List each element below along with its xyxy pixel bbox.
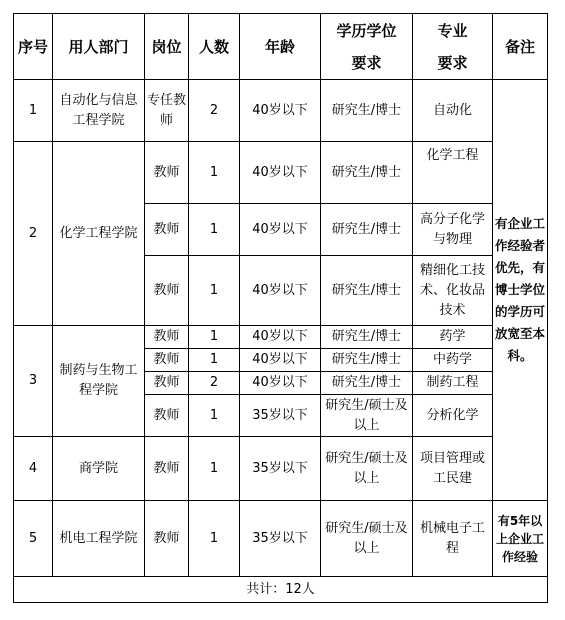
cell-post: 教师 <box>145 142 189 204</box>
cell-post: 教师 <box>145 349 189 372</box>
cell-degree: 研究生/硕士及以上 <box>321 501 413 577</box>
header-degree-top: 学历学位 <box>336 21 397 40</box>
cell-count: 1 <box>189 326 240 349</box>
cell-count: 1 <box>189 204 240 256</box>
header-dept: 用人部门 <box>53 14 145 80</box>
header-post: 岗位 <box>145 14 189 80</box>
cell-age: 40岁以下 <box>240 80 321 142</box>
cell-major: 制药工程 <box>413 372 493 395</box>
total-count: 共计：12人 <box>14 577 548 603</box>
cell-degree: 研究生/博士 <box>321 349 413 372</box>
table-row <box>14 80 548 142</box>
cell-count: 1 <box>189 437 240 501</box>
cell-post: 教师 <box>145 256 189 326</box>
cell-seq: 3 <box>14 326 53 437</box>
cell-seq: 4 <box>14 437 53 501</box>
cell-degree: 研究生/博士 <box>321 372 413 395</box>
cell-count: 1 <box>189 256 240 326</box>
cell-major: 机械电子工程 <box>413 501 493 577</box>
cell-post: 教师 <box>145 326 189 349</box>
cell-major: 药学 <box>413 326 493 349</box>
cell-count: 1 <box>189 349 240 372</box>
header-age: 年龄 <box>240 14 321 80</box>
header-major-bottom: 要求 <box>437 53 468 72</box>
cell-post: 教师 <box>145 437 189 501</box>
cell-post: 教师 <box>145 501 189 577</box>
cell-degree: 研究生/博士 <box>321 80 413 142</box>
header-count: 人数 <box>189 14 240 80</box>
table-row <box>14 437 548 501</box>
cell-age: 35岁以下 <box>240 437 321 501</box>
table-row <box>14 142 548 204</box>
cell-post: 教师 <box>145 372 189 395</box>
cell-post: 专任教师 <box>145 80 189 142</box>
cell-count: 1 <box>189 142 240 204</box>
cell-age: 40岁以下 <box>240 349 321 372</box>
cell-major: 项目管理或工民建 <box>413 437 493 501</box>
cell-seq: 2 <box>14 142 53 326</box>
total-row <box>14 577 548 603</box>
cell-dept: 化学工程学院 <box>53 142 145 326</box>
recruitment-table <box>13 13 548 603</box>
cell-age: 40岁以下 <box>240 142 321 204</box>
cell-count: 2 <box>189 80 240 142</box>
cell-major: 自动化 <box>413 80 493 142</box>
cell-age: 35岁以下 <box>240 501 321 577</box>
cell-degree: 研究生/硕士及以上 <box>321 395 413 437</box>
cell-count: 2 <box>189 372 240 395</box>
cell-dept: 自动化与信息工程学院 <box>53 80 145 142</box>
cell-count: 1 <box>189 395 240 437</box>
cell-major: 化学工程 <box>413 142 493 204</box>
cell-degree: 研究生/硕士及以上 <box>321 437 413 501</box>
cell-degree: 研究生/博士 <box>321 204 413 256</box>
table-row <box>14 326 548 349</box>
cell-age: 40岁以下 <box>240 326 321 349</box>
remark-note-2: 有5年以上企业工作经验 <box>493 501 548 577</box>
cell-degree: 研究生/博士 <box>321 142 413 204</box>
cell-post: 教师 <box>145 204 189 256</box>
cell-degree: 研究生/博士 <box>321 326 413 349</box>
cell-dept: 机电工程学院 <box>53 501 145 577</box>
cell-age: 40岁以下 <box>240 256 321 326</box>
header-degree <box>321 14 413 80</box>
cell-age: 40岁以下 <box>240 372 321 395</box>
cell-seq: 5 <box>14 501 53 577</box>
cell-post: 教师 <box>145 395 189 437</box>
header-major-top: 专业 <box>437 21 468 40</box>
cell-seq: 1 <box>14 80 53 142</box>
cell-age: 35岁以下 <box>240 395 321 437</box>
cell-age: 40岁以下 <box>240 204 321 256</box>
table-row <box>14 501 548 577</box>
remark-note-1: 有企业工作经验者优先，有博士学位的学历可放宽至本科。 <box>493 80 548 501</box>
header-degree-bottom: 要求 <box>351 53 382 72</box>
cell-dept: 商学院 <box>53 437 145 501</box>
cell-major: 高分子化学与物理 <box>413 204 493 256</box>
cell-count: 1 <box>189 501 240 577</box>
cell-dept: 制药与生物工程学院 <box>53 326 145 437</box>
cell-major: 分析化学 <box>413 395 493 437</box>
cell-major: 精细化工技术、化妆品技术 <box>413 256 493 326</box>
header-remark: 备注 <box>493 14 548 80</box>
header-row <box>14 14 548 80</box>
cell-major: 中药学 <box>413 349 493 372</box>
header-seq: 序号 <box>14 14 53 80</box>
cell-degree: 研究生/博士 <box>321 256 413 326</box>
header-major <box>413 14 493 80</box>
